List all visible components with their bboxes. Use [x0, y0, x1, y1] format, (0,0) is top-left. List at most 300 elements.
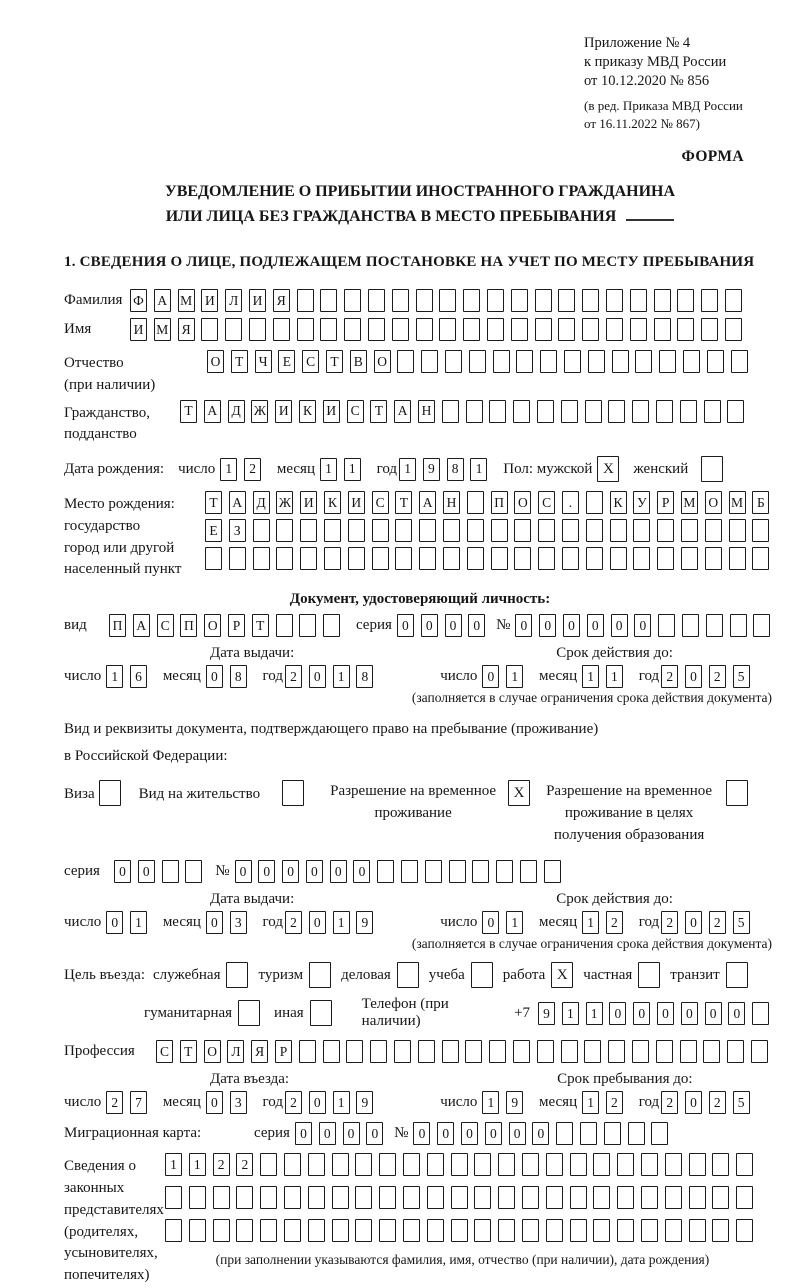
char-cell[interactable]: [705, 519, 722, 542]
char-cell[interactable]: 0: [106, 911, 123, 934]
char-cell[interactable]: 1: [333, 665, 350, 688]
char-cell[interactable]: 1: [165, 1153, 182, 1176]
char-cell[interactable]: А: [204, 400, 221, 423]
char-cell[interactable]: 0: [413, 1122, 430, 1145]
char-cell[interactable]: 1: [582, 1091, 599, 1114]
char-cell[interactable]: 9: [538, 1002, 555, 1025]
char-cell[interactable]: 0: [206, 665, 223, 688]
char-cell[interactable]: О: [204, 614, 221, 637]
char-cell[interactable]: [677, 289, 694, 312]
char-cell[interactable]: 1: [333, 1091, 350, 1114]
char-cell[interactable]: И: [348, 491, 365, 514]
gender-male-checkbox[interactable]: X: [597, 456, 619, 482]
char-cell[interactable]: [633, 547, 650, 570]
char-cell[interactable]: 0: [532, 1122, 549, 1145]
char-cell[interactable]: [657, 547, 674, 570]
char-cell[interactable]: [703, 1040, 720, 1063]
char-cell[interactable]: Я: [251, 1040, 268, 1063]
char-cell[interactable]: [610, 519, 627, 542]
char-cell[interactable]: [641, 1219, 658, 1242]
char-cell[interactable]: [654, 289, 671, 312]
char-cell[interactable]: [236, 1186, 253, 1209]
char-cell[interactable]: [225, 318, 242, 341]
char-cell[interactable]: [498, 1186, 515, 1209]
char-cell[interactable]: [421, 350, 438, 373]
char-cell[interactable]: В: [350, 350, 367, 373]
char-cell[interactable]: [165, 1186, 182, 1209]
char-cell[interactable]: [513, 1040, 530, 1063]
char-cell[interactable]: [162, 860, 179, 883]
char-cell[interactable]: К: [324, 491, 341, 514]
char-cell[interactable]: 2: [661, 665, 678, 688]
char-cell[interactable]: [564, 350, 581, 373]
char-cell[interactable]: [260, 1219, 277, 1242]
char-cell[interactable]: 1: [106, 665, 123, 688]
char-cell[interactable]: [558, 318, 575, 341]
char-cell[interactable]: [537, 1040, 554, 1063]
char-cell[interactable]: 0: [309, 1091, 326, 1114]
char-cell[interactable]: 0: [685, 911, 702, 934]
char-cell[interactable]: [729, 547, 746, 570]
char-cell[interactable]: 0: [114, 860, 131, 883]
char-cell[interactable]: С: [157, 614, 174, 637]
char-cell[interactable]: [656, 400, 673, 423]
char-cell[interactable]: [370, 1040, 387, 1063]
char-cell[interactable]: 1: [470, 458, 487, 481]
char-cell[interactable]: [665, 1219, 682, 1242]
char-cell[interactable]: [522, 1153, 539, 1176]
char-cell[interactable]: [489, 400, 506, 423]
char-cell[interactable]: [346, 1040, 363, 1063]
char-cell[interactable]: Б: [752, 491, 769, 514]
char-cell[interactable]: [394, 1040, 411, 1063]
char-cell[interactable]: [299, 1040, 316, 1063]
char-cell[interactable]: [213, 1186, 230, 1209]
char-cell[interactable]: [617, 1153, 634, 1176]
char-cell[interactable]: 1: [399, 458, 416, 481]
char-cell[interactable]: [416, 318, 433, 341]
char-cell[interactable]: 7: [130, 1091, 147, 1114]
char-cell[interactable]: Т: [231, 350, 248, 373]
char-cell[interactable]: 0: [437, 1122, 454, 1145]
char-cell[interactable]: [443, 547, 460, 570]
char-cell[interactable]: [469, 350, 486, 373]
char-cell[interactable]: [300, 547, 317, 570]
char-cell[interactable]: [706, 614, 723, 637]
char-cell[interactable]: Е: [205, 519, 222, 542]
char-cell[interactable]: Д: [253, 491, 270, 514]
char-cell[interactable]: Д: [228, 400, 245, 423]
char-cell[interactable]: И: [201, 289, 218, 312]
char-cell[interactable]: [752, 1002, 769, 1025]
char-cell[interactable]: [332, 1186, 349, 1209]
char-cell[interactable]: [403, 1153, 420, 1176]
char-cell[interactable]: [249, 318, 266, 341]
char-cell[interactable]: [253, 519, 270, 542]
char-cell[interactable]: Н: [418, 400, 435, 423]
char-cell[interactable]: [493, 350, 510, 373]
char-cell[interactable]: [689, 1186, 706, 1209]
char-cell[interactable]: [628, 1122, 645, 1145]
char-cell[interactable]: [630, 318, 647, 341]
char-cell[interactable]: [588, 350, 605, 373]
char-cell[interactable]: 1: [586, 1002, 603, 1025]
char-cell[interactable]: 3: [230, 911, 247, 934]
char-cell[interactable]: 9: [356, 911, 373, 934]
char-cell[interactable]: Т: [326, 350, 343, 373]
char-cell[interactable]: [570, 1186, 587, 1209]
char-cell[interactable]: [487, 318, 504, 341]
char-cell[interactable]: [561, 1040, 578, 1063]
purpose-humanitarian-checkbox[interactable]: [238, 1000, 260, 1026]
char-cell[interactable]: [608, 400, 625, 423]
char-cell[interactable]: [538, 519, 555, 542]
char-cell[interactable]: [689, 1153, 706, 1176]
char-cell[interactable]: [736, 1153, 753, 1176]
char-cell[interactable]: Ж: [251, 400, 268, 423]
char-cell[interactable]: 0: [485, 1122, 502, 1145]
char-cell[interactable]: М: [681, 491, 698, 514]
char-cell[interactable]: Е: [278, 350, 295, 373]
char-cell[interactable]: 0: [563, 614, 580, 637]
char-cell[interactable]: [449, 860, 466, 883]
char-cell[interactable]: [213, 1219, 230, 1242]
char-cell[interactable]: И: [300, 491, 317, 514]
char-cell[interactable]: А: [154, 289, 171, 312]
char-cell[interactable]: [606, 318, 623, 341]
char-cell[interactable]: 0: [482, 911, 499, 934]
char-cell[interactable]: [344, 318, 361, 341]
char-cell[interactable]: 0: [397, 614, 414, 637]
char-cell[interactable]: 0: [309, 665, 326, 688]
char-cell[interactable]: [236, 1219, 253, 1242]
char-cell[interactable]: [712, 1186, 729, 1209]
char-cell[interactable]: [633, 519, 650, 542]
char-cell[interactable]: 0: [445, 614, 462, 637]
char-cell[interactable]: Л: [225, 289, 242, 312]
char-cell[interactable]: 0: [309, 911, 326, 934]
char-cell[interactable]: 0: [482, 665, 499, 688]
purpose-transit-checkbox[interactable]: [726, 962, 748, 988]
char-cell[interactable]: И: [130, 318, 147, 341]
char-cell[interactable]: К: [610, 491, 627, 514]
char-cell[interactable]: [593, 1219, 610, 1242]
char-cell[interactable]: [604, 1122, 621, 1145]
char-cell[interactable]: [185, 860, 202, 883]
char-cell[interactable]: [401, 860, 418, 883]
char-cell[interactable]: [416, 289, 433, 312]
char-cell[interactable]: [419, 547, 436, 570]
char-cell[interactable]: [558, 289, 575, 312]
char-cell[interactable]: [617, 1186, 634, 1209]
char-cell[interactable]: С: [372, 491, 389, 514]
char-cell[interactable]: [308, 1219, 325, 1242]
char-cell[interactable]: [665, 1186, 682, 1209]
char-cell[interactable]: [522, 1186, 539, 1209]
char-cell[interactable]: [489, 1040, 506, 1063]
char-cell[interactable]: 0: [609, 1002, 626, 1025]
char-cell[interactable]: Н: [443, 491, 460, 514]
char-cell[interactable]: [656, 1040, 673, 1063]
char-cell[interactable]: [677, 318, 694, 341]
char-cell[interactable]: [165, 1219, 182, 1242]
char-cell[interactable]: 2: [709, 911, 726, 934]
char-cell[interactable]: [451, 1186, 468, 1209]
char-cell[interactable]: [465, 1040, 482, 1063]
char-cell[interactable]: 1: [482, 1091, 499, 1114]
char-cell[interactable]: О: [514, 491, 531, 514]
char-cell[interactable]: 0: [539, 614, 556, 637]
char-cell[interactable]: Р: [275, 1040, 292, 1063]
char-cell[interactable]: [425, 860, 442, 883]
char-cell[interactable]: [606, 289, 623, 312]
char-cell[interactable]: [727, 400, 744, 423]
char-cell[interactable]: [273, 318, 290, 341]
char-cell[interactable]: [680, 400, 697, 423]
char-cell[interactable]: О: [705, 491, 722, 514]
char-cell[interactable]: [585, 400, 602, 423]
char-cell[interactable]: [540, 350, 557, 373]
char-cell[interactable]: [496, 860, 513, 883]
char-cell[interactable]: [474, 1153, 491, 1176]
purpose-private-checkbox[interactable]: [638, 962, 660, 988]
char-cell[interactable]: 0: [633, 1002, 650, 1025]
char-cell[interactable]: [474, 1186, 491, 1209]
char-cell[interactable]: [427, 1153, 444, 1176]
char-cell[interactable]: [397, 350, 414, 373]
char-cell[interactable]: [584, 1040, 601, 1063]
char-cell[interactable]: [467, 491, 484, 514]
char-cell[interactable]: [419, 519, 436, 542]
char-cell[interactable]: М: [729, 491, 746, 514]
char-cell[interactable]: 1: [344, 458, 361, 481]
char-cell[interactable]: [491, 519, 508, 542]
char-cell[interactable]: [392, 318, 409, 341]
char-cell[interactable]: [487, 289, 504, 312]
char-cell[interactable]: [418, 1040, 435, 1063]
char-cell[interactable]: [403, 1219, 420, 1242]
char-cell[interactable]: О: [207, 350, 224, 373]
char-cell[interactable]: У: [633, 491, 650, 514]
char-cell[interactable]: [276, 614, 293, 637]
char-cell[interactable]: [201, 318, 218, 341]
char-cell[interactable]: 2: [285, 911, 302, 934]
char-cell[interactable]: М: [178, 289, 195, 312]
char-cell[interactable]: .: [562, 491, 579, 514]
char-cell[interactable]: [651, 1122, 668, 1145]
char-cell[interactable]: 1: [189, 1153, 206, 1176]
char-cell[interactable]: [324, 547, 341, 570]
char-cell[interactable]: [297, 318, 314, 341]
char-cell[interactable]: [586, 519, 603, 542]
char-cell[interactable]: 0: [366, 1122, 383, 1145]
char-cell[interactable]: [323, 614, 340, 637]
char-cell[interactable]: 2: [606, 911, 623, 934]
char-cell[interactable]: 1: [606, 665, 623, 688]
char-cell[interactable]: [498, 1219, 515, 1242]
char-cell[interactable]: [707, 350, 724, 373]
char-cell[interactable]: 0: [685, 1091, 702, 1114]
char-cell[interactable]: 9: [356, 1091, 373, 1114]
char-cell[interactable]: [705, 547, 722, 570]
char-cell[interactable]: [276, 547, 293, 570]
purpose-work-checkbox[interactable]: X: [551, 962, 573, 988]
char-cell[interactable]: [379, 1153, 396, 1176]
char-cell[interactable]: И: [249, 289, 266, 312]
char-cell[interactable]: 1: [562, 1002, 579, 1025]
char-cell[interactable]: Т: [370, 400, 387, 423]
char-cell[interactable]: М: [154, 318, 171, 341]
char-cell[interactable]: [701, 318, 718, 341]
char-cell[interactable]: [427, 1219, 444, 1242]
char-cell[interactable]: [654, 318, 671, 341]
char-cell[interactable]: О: [204, 1040, 221, 1063]
char-cell[interactable]: Р: [657, 491, 674, 514]
char-cell[interactable]: [701, 289, 718, 312]
char-cell[interactable]: [439, 289, 456, 312]
char-cell[interactable]: И: [323, 400, 340, 423]
char-cell[interactable]: И: [275, 400, 292, 423]
char-cell[interactable]: Р: [228, 614, 245, 637]
char-cell[interactable]: [463, 318, 480, 341]
char-cell[interactable]: 5: [733, 1091, 750, 1114]
char-cell[interactable]: [658, 614, 675, 637]
char-cell[interactable]: [657, 519, 674, 542]
char-cell[interactable]: [299, 614, 316, 637]
char-cell[interactable]: П: [491, 491, 508, 514]
char-cell[interactable]: Т: [252, 614, 269, 637]
char-cell[interactable]: 0: [295, 1122, 312, 1145]
char-cell[interactable]: [570, 1219, 587, 1242]
char-cell[interactable]: [751, 1040, 768, 1063]
char-cell[interactable]: 0: [515, 614, 532, 637]
char-cell[interactable]: [561, 400, 578, 423]
char-cell[interactable]: 2: [213, 1153, 230, 1176]
char-cell[interactable]: Я: [178, 318, 195, 341]
char-cell[interactable]: 2: [106, 1091, 123, 1114]
char-cell[interactable]: [229, 547, 246, 570]
char-cell[interactable]: [442, 400, 459, 423]
char-cell[interactable]: 8: [447, 458, 464, 481]
char-cell[interactable]: [451, 1219, 468, 1242]
char-cell[interactable]: [395, 547, 412, 570]
char-cell[interactable]: [300, 519, 317, 542]
char-cell[interactable]: Ф: [130, 289, 147, 312]
char-cell[interactable]: 3: [230, 1091, 247, 1114]
char-cell[interactable]: 0: [657, 1002, 674, 1025]
char-cell[interactable]: [355, 1153, 372, 1176]
char-cell[interactable]: [332, 1153, 349, 1176]
char-cell[interactable]: [582, 289, 599, 312]
char-cell[interactable]: [511, 318, 528, 341]
char-cell[interactable]: [348, 547, 365, 570]
char-cell[interactable]: Т: [180, 1040, 197, 1063]
purpose-other-checkbox[interactable]: [310, 1000, 332, 1026]
char-cell[interactable]: [368, 318, 385, 341]
char-cell[interactable]: 0: [282, 860, 299, 883]
char-cell[interactable]: [439, 318, 456, 341]
char-cell[interactable]: [516, 350, 533, 373]
char-cell[interactable]: З: [229, 519, 246, 542]
char-cell[interactable]: Т: [180, 400, 197, 423]
char-cell[interactable]: [593, 1153, 610, 1176]
char-cell[interactable]: [472, 860, 489, 883]
char-cell[interactable]: [284, 1153, 301, 1176]
char-cell[interactable]: [712, 1153, 729, 1176]
char-cell[interactable]: [466, 400, 483, 423]
char-cell[interactable]: 0: [681, 1002, 698, 1025]
char-cell[interactable]: [445, 350, 462, 373]
char-cell[interactable]: А: [394, 400, 411, 423]
char-cell[interactable]: 0: [461, 1122, 478, 1145]
char-cell[interactable]: 2: [244, 458, 261, 481]
residence-permit-checkbox[interactable]: [282, 780, 304, 806]
char-cell[interactable]: [727, 1040, 744, 1063]
char-cell[interactable]: [520, 860, 537, 883]
char-cell[interactable]: [320, 289, 337, 312]
char-cell[interactable]: [641, 1186, 658, 1209]
char-cell[interactable]: Л: [227, 1040, 244, 1063]
char-cell[interactable]: [535, 318, 552, 341]
char-cell[interactable]: [284, 1186, 301, 1209]
char-cell[interactable]: [736, 1186, 753, 1209]
char-cell[interactable]: [498, 1153, 515, 1176]
char-cell[interactable]: [704, 400, 721, 423]
char-cell[interactable]: 2: [709, 1091, 726, 1114]
char-cell[interactable]: П: [180, 614, 197, 637]
char-cell[interactable]: [682, 614, 699, 637]
char-cell[interactable]: 0: [611, 614, 628, 637]
char-cell[interactable]: 5: [733, 665, 750, 688]
char-cell[interactable]: [379, 1186, 396, 1209]
char-cell[interactable]: 0: [353, 860, 370, 883]
char-cell[interactable]: [392, 289, 409, 312]
char-cell[interactable]: 0: [330, 860, 347, 883]
char-cell[interactable]: [344, 289, 361, 312]
char-cell[interactable]: [731, 350, 748, 373]
char-cell[interactable]: [491, 547, 508, 570]
char-cell[interactable]: А: [419, 491, 436, 514]
char-cell[interactable]: [570, 1153, 587, 1176]
char-cell[interactable]: 2: [709, 665, 726, 688]
char-cell[interactable]: [467, 519, 484, 542]
char-cell[interactable]: [372, 519, 389, 542]
char-cell[interactable]: 2: [661, 1091, 678, 1114]
char-cell[interactable]: [205, 547, 222, 570]
char-cell[interactable]: 9: [506, 1091, 523, 1114]
char-cell[interactable]: [442, 1040, 459, 1063]
char-cell[interactable]: А: [229, 491, 246, 514]
char-cell[interactable]: [467, 547, 484, 570]
char-cell[interactable]: П: [109, 614, 126, 637]
char-cell[interactable]: [630, 289, 647, 312]
char-cell[interactable]: [379, 1219, 396, 1242]
char-cell[interactable]: 1: [506, 911, 523, 934]
char-cell[interactable]: 8: [230, 665, 247, 688]
char-cell[interactable]: [753, 614, 770, 637]
char-cell[interactable]: 1: [220, 458, 237, 481]
char-cell[interactable]: 5: [733, 911, 750, 934]
char-cell[interactable]: [586, 547, 603, 570]
visa-checkbox[interactable]: [99, 780, 121, 806]
char-cell[interactable]: 2: [285, 665, 302, 688]
char-cell[interactable]: [683, 350, 700, 373]
char-cell[interactable]: [725, 289, 742, 312]
char-cell[interactable]: [511, 289, 528, 312]
char-cell[interactable]: 2: [236, 1153, 253, 1176]
char-cell[interactable]: [632, 1040, 649, 1063]
char-cell[interactable]: Т: [205, 491, 222, 514]
